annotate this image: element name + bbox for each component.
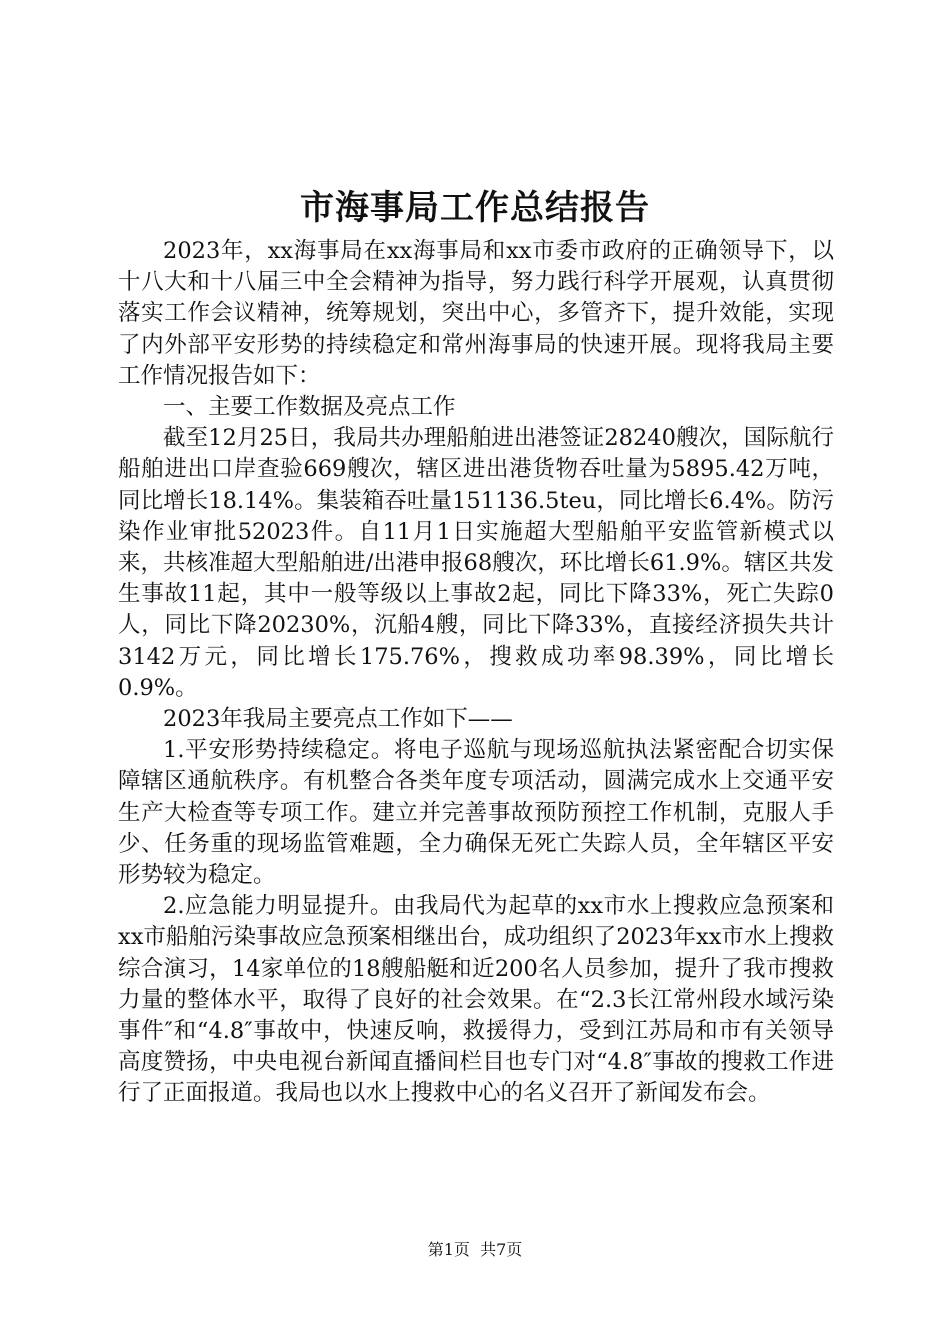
- section-heading: 一、主要工作数据及亮点工作: [163, 394, 456, 421]
- paragraph-highlights-intro: 2023年我局主要亮点工作如下——: [163, 706, 513, 733]
- document-title: 市海事局工作总结报告: [300, 188, 650, 228]
- paragraph-statistics: 截至12月25日，我局共办理船舶进出港签证28240艘次，国际航行船舶进出口岸查验669艘次，辖区进出港货物吞吐量为5895.42万吨，同比增长18.14%。集装箱吞吐量151136.5teu，同比增长6.4%。防污染作业审批52023件。自11月1日实施超大型船舶平安监管新模式以来，共核准超大型船舶进/出港申报68艘次，环比增长61.9%。辖区共发生事故11起，其中一般等级以上事故2起，同比下降33%，死亡失踪0人，同比下降20230%，沉船4艘，同比下降33%，直接经济损失共计3142万元，同比增长175.76%，搜救成功率98.39%，同比增长0.9%。: [118, 425, 834, 701]
- paragraph-highlight-2: 2.应急能力明显提升。由我局代为起草的xx市水上搜救应急预案和xx市船舶污染事故应急预案相继出台，成功组织了2023年xx市水上搜救综合演习，14家单位的18艘船艇和近200名人员参加，提升了我市搜救力量的整体水平，取得了良好的社会效果。在“2.3长江常州段水域污染事件″和“4.8″事故中，快速反响，救援得力，受到江苏局和市有关领导高度赞扬，中央电视台新闻直播间栏目也专门对“4.8″事故的搜救工作进行了正面报道。我局也以水上搜救中心的名义召开了新闻发布会。: [118, 893, 834, 1107]
- page-total: 共7页: [480, 1240, 523, 1259]
- page-number: 第1页: [427, 1240, 470, 1259]
- paragraph-intro: 2023年，xx海事局在xx海事局和xx市委市政府的正确领导下，以十八大和十八届三中全会精神为指导，努力践行科学开展观，认真贯彻落实工作会议精神，统筹规划，突出中心，多管齐下，提升效能，实现了内外部平安形势的持续稳定和常州海事局的快速开展。现将我局主要工作情况报告如下：: [118, 238, 834, 389]
- paragraph-highlight-1: 1.平安形势持续稳定。将电子巡航与现场巡航执法紧密配合切实保障辖区通航秩序。有机整合各类年度专项活动，圆满完成水上交通平安生产大检查等专项工作。建立并完善事故预防预控工作机制，克服人手少、任务重的现场监管难题，全力确保无死亡失踪人员，全年辖区平安形势较为稳定。: [118, 737, 834, 889]
- document-body: [118, 236, 834, 1110]
- page-footer: [0, 1238, 950, 1262]
